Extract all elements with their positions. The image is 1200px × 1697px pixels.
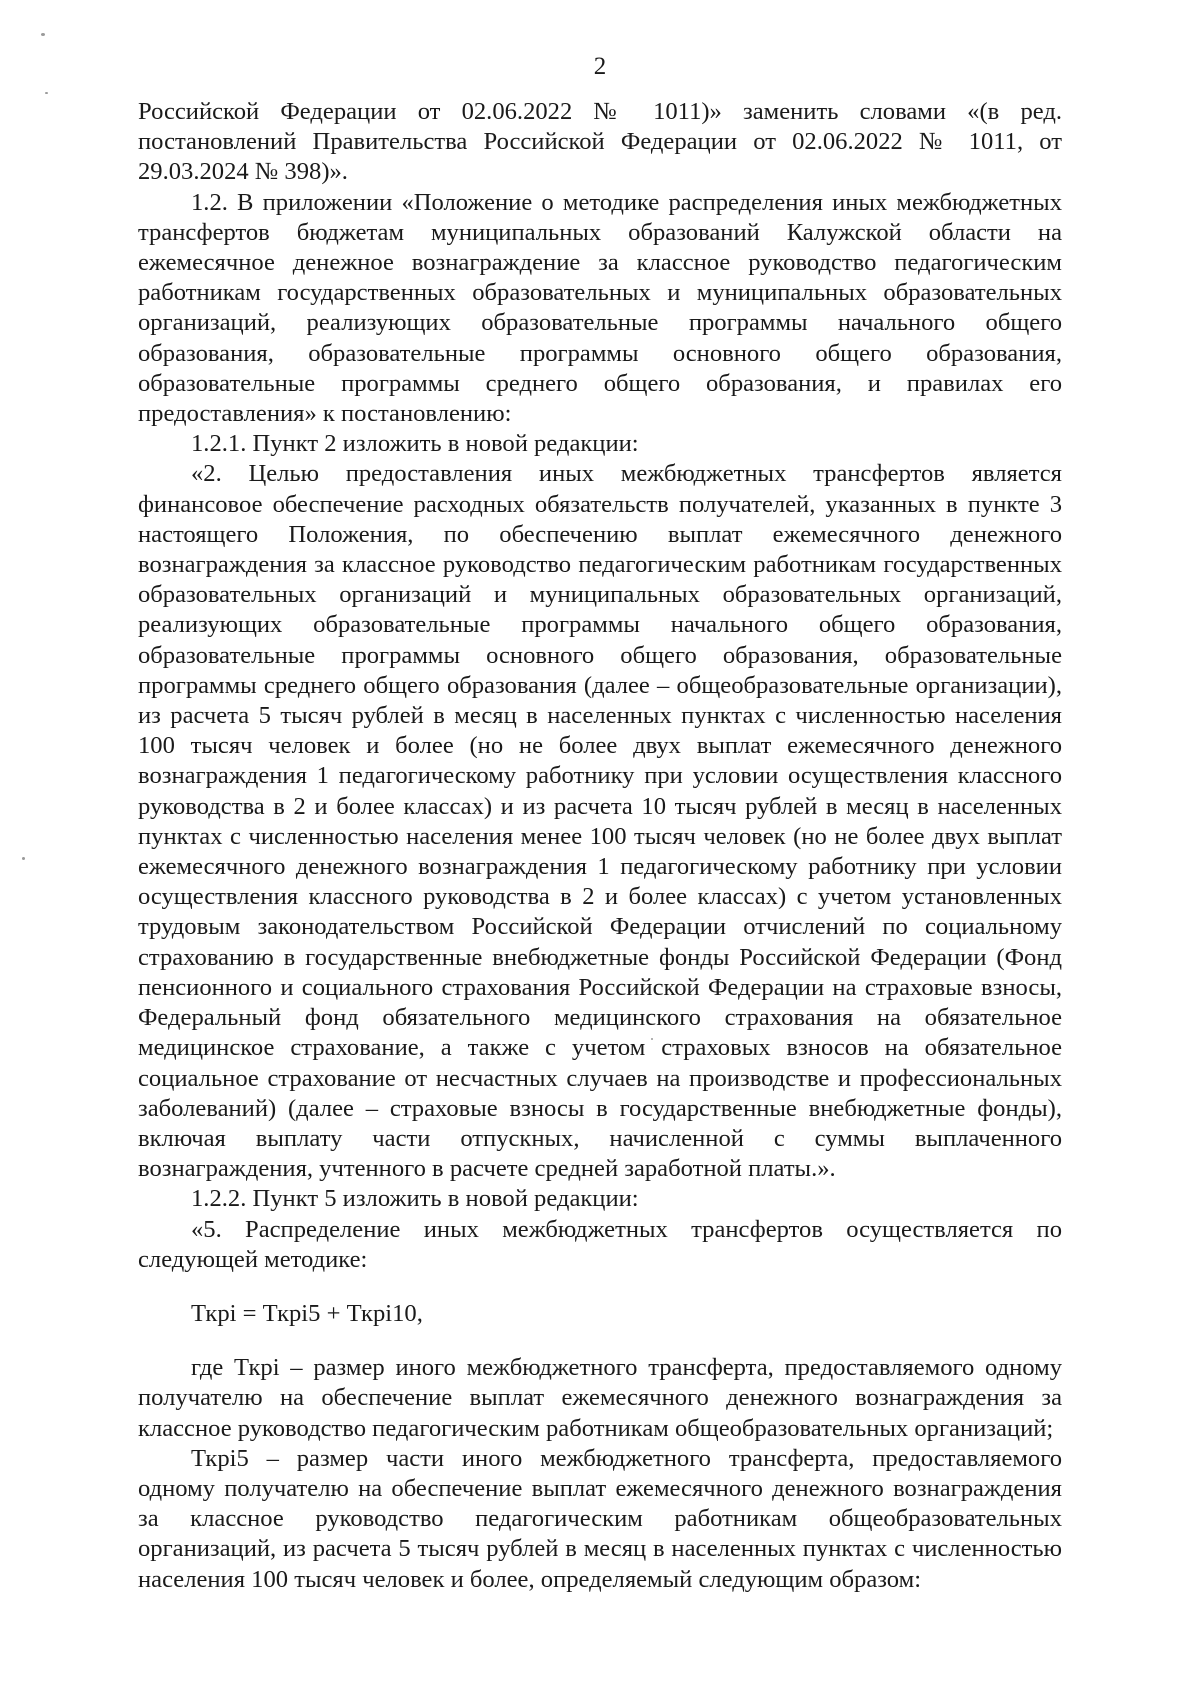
scan-speck <box>41 33 45 36</box>
scan-speck <box>45 92 48 94</box>
page-number: 2 <box>593 53 607 80</box>
paragraph-1-2-2: 1.2.2. Пункт 5 изложить в новой редакции: <box>191 1185 639 1213</box>
paragraph-tkri5-definition: Ткрi5 – размер части иного межбюджетного трансферта, предоставляемого одному получателю на обеспечение выплат ежемесячного денежного вознаграждения за классное руководство педагогическим работникам общеобразовательных организаций, из расчета 5 тысяч рублей в месяц в населенных пунктах с численностью населения 100 тысяч человек и более, определяемый следующим образом: <box>138 1444 1062 1593</box>
formula: Ткрi = Ткрi5 + Ткрi10, <box>191 1299 423 1327</box>
paragraph-point-5: «5. Распределение иных межбюджетных трансфертов осуществляется по следующей методике: <box>138 1215 1062 1273</box>
paragraph-1-2: 1.2. В приложении «Положение о методике распределения иных межбюджетных трансфертов бюджетам муниципальных образований Калужской области на ежемесячное денежное вознаграждение за классное руководство педагогическим работникам государственных образовательных и муниципальных образовательных организаций, реализующих образовательные программы начального общего образования, образовательные программы основного общего образования, образовательные программы среднего общего образования, и правилах его предоставления» к постановлению: <box>138 188 1062 428</box>
paragraph-1-2-1: 1.2.1. Пункт 2 изложить в новой редакции: <box>191 430 639 458</box>
paragraph-continuation: Российской Федерации от 02.06.2022 № 1011)» заменить словами «(в ред. постановлений Правительства Российской Федерации от 02.06.2022 № 1011, от 29.03.2024 № 398)». <box>138 98 1062 186</box>
document-body <box>138 97 1062 1595</box>
paragraph-tkri-definition: где Ткрi – размер иного межбюджетного трансферта, предоставляемого одному получателю на обеспечение выплат ежемесячного денежного вознаграждения за классное руководство педагогическим работникам общеобразовательных организаций; <box>138 1354 1062 1442</box>
paragraph-point-2: «2. Целью предоставления иных межбюджетных трансфертов является финансовое обеспечение расходных обязательств получателей, указанных в пункте 3 настоящего Положения, по обеспечению выплат ежемесячного денежного вознаграждения за классное руководство педагогическим работникам государственных образовательных организаций и муниципальных образовательных организаций, реализующих образовательные программы начального общего образования, образовательные программы основного общего образования, образовательные программы среднего общего образования (далее – общеобразовательные организации), из расчета 5 тысяч рублей в месяц в населенных пунктах с численностью населения 100 тысяч человек и более (но не более двух выплат ежемесячного денежного вознаграждения 1 педагогическому работнику при условии осуществления классного руководства в 2 и более классах) и из расчета 10 тысяч рублей в месяц в населенных пунктах с численностью населения менее 100 тысяч человек (но не более двух выплат ежемесячного денежного вознаграждения 1 педагогическому работнику при условии осуществления классного руководства в 2 и более классах) с учетом установленных трудовым законодательством Российской Федерации отчислений по социальному страхованию в государственные внебюджетные фонды Российской Федерации (Фонд пенсионного и социального страхования Российской Федерации на страховые взносы, Федеральный фонд обязательного медицинского страхования на обязательное медицинское страхование, а также с учетом страховых взносов на обязательное социальное страхование от несчастных случаев на производстве и профессиональных заболеваний) (далее – страховые взносы в государственные внебюджетные фонды), включая выплату части отпускных, начисленной с суммы выплаченного вознаграждения, учтенного в расчете средней заработной платы.». <box>138 460 1062 1183</box>
scan-speck <box>22 857 25 860</box>
